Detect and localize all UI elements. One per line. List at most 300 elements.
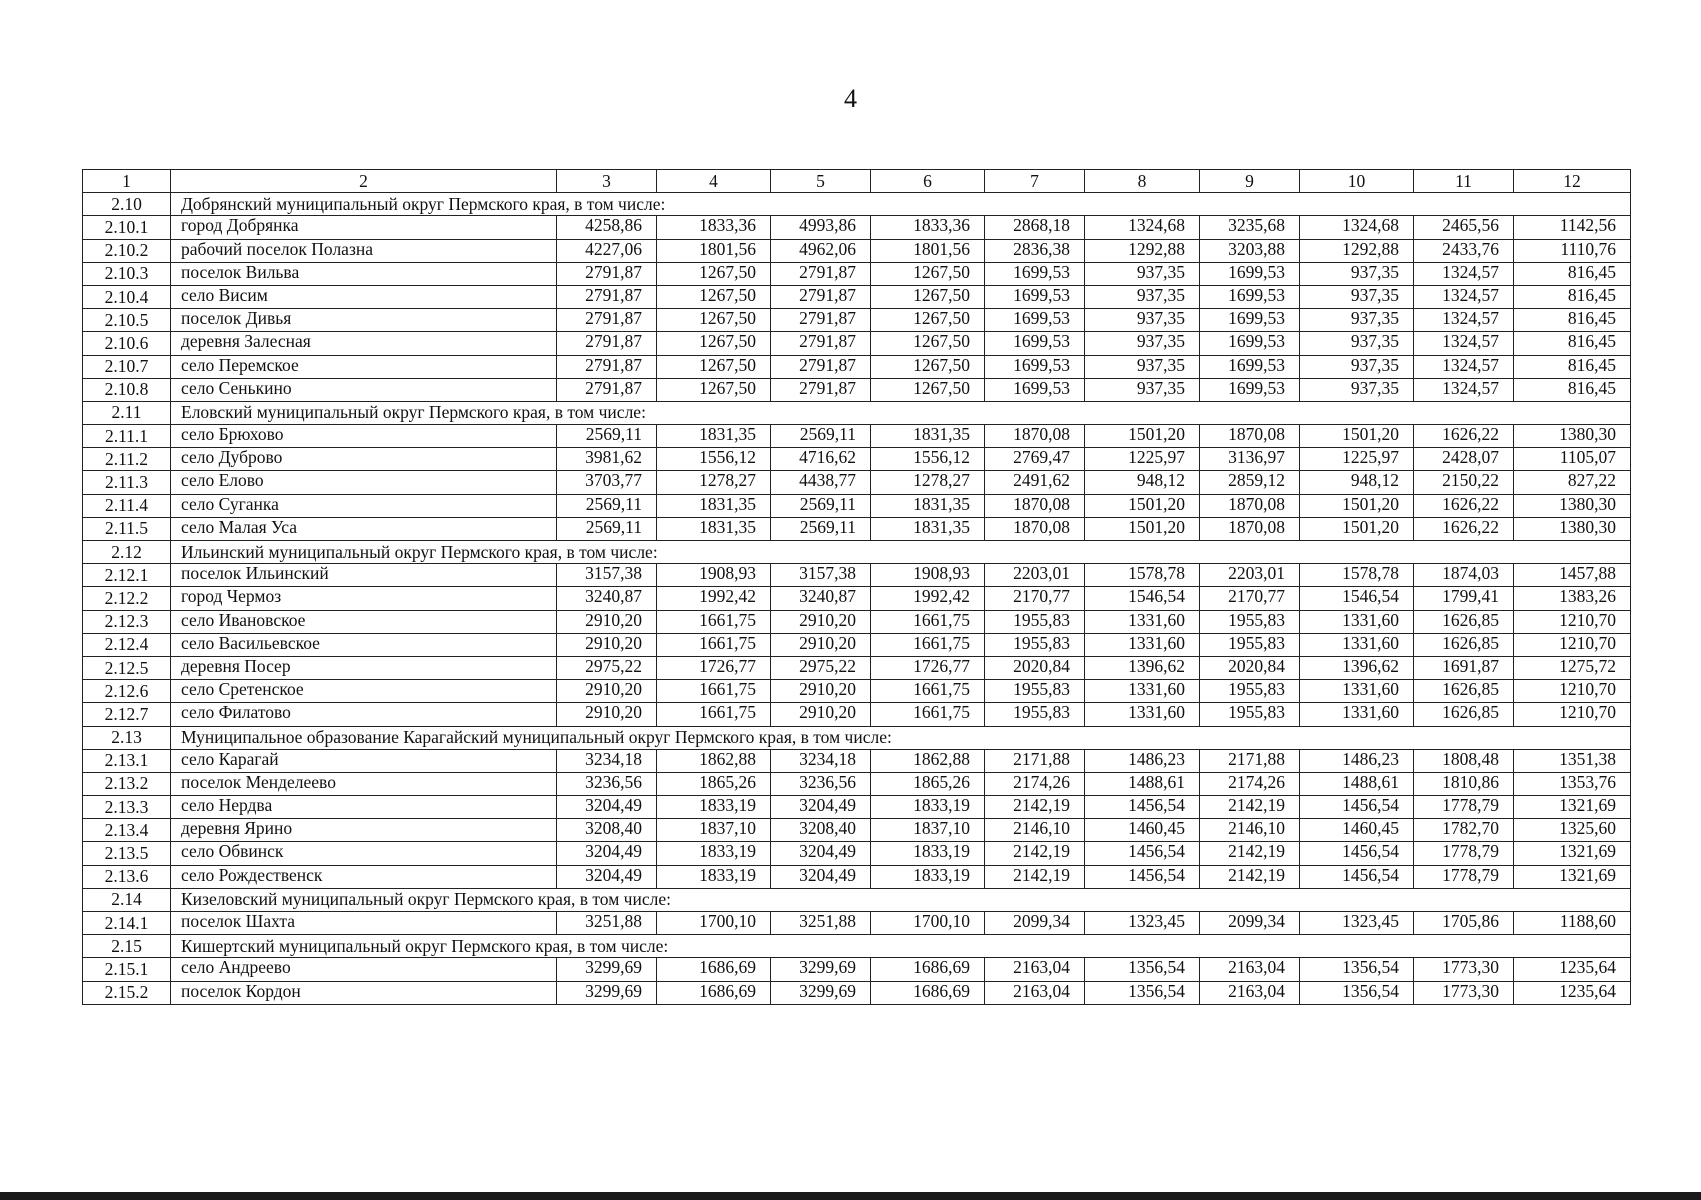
- value-cell: 2569,11: [557, 517, 657, 540]
- value-cell: 2910,20: [557, 703, 657, 726]
- column-header: 8: [1085, 170, 1200, 193]
- value-cell: 1356,54: [1085, 981, 1200, 1004]
- table-row: [83, 216, 1631, 239]
- value-cell: 1267,50: [657, 285, 771, 308]
- value-cell: 1955,83: [985, 680, 1085, 703]
- table-row: [83, 772, 1631, 795]
- value-cell: 3208,40: [771, 819, 871, 842]
- value-cell: 1110,76: [1514, 239, 1631, 262]
- value-cell: 1456,54: [1300, 796, 1414, 819]
- value-cell: 1267,50: [871, 309, 985, 332]
- value-cell: 1267,50: [871, 285, 985, 308]
- column-header: 3: [557, 170, 657, 193]
- value-cell: 1546,54: [1085, 587, 1200, 610]
- value-cell: 1833,19: [657, 796, 771, 819]
- value-cell: 1908,93: [871, 564, 985, 587]
- value-cell: 1142,56: [1514, 216, 1631, 239]
- value-cell: 1870,08: [985, 517, 1085, 540]
- value-cell: 2910,20: [557, 633, 657, 656]
- value-cell: 1626,22: [1414, 425, 1514, 448]
- value-cell: 1235,64: [1514, 958, 1631, 981]
- row-code: 2.14.1: [83, 912, 171, 935]
- value-cell: 816,45: [1514, 332, 1631, 355]
- value-cell: 2910,20: [771, 610, 871, 633]
- row-code: 2.13.1: [83, 749, 171, 772]
- table-row: [83, 355, 1631, 378]
- value-cell: 1955,83: [1200, 610, 1300, 633]
- value-cell: 1801,56: [657, 239, 771, 262]
- value-cell: 1324,57: [1414, 355, 1514, 378]
- value-cell: 1267,50: [871, 262, 985, 285]
- settlement-name: рабочий поселок Полазна: [171, 239, 557, 262]
- value-cell: 2791,87: [557, 262, 657, 285]
- value-cell: 2791,87: [557, 332, 657, 355]
- value-cell: 2910,20: [771, 633, 871, 656]
- value-cell: 1833,19: [871, 865, 985, 888]
- value-cell: 1267,50: [657, 332, 771, 355]
- value-cell: 937,35: [1300, 309, 1414, 332]
- value-cell: 1778,79: [1414, 796, 1514, 819]
- value-cell: 3251,88: [771, 912, 871, 935]
- value-cell: 1686,69: [871, 958, 985, 981]
- value-cell: 1661,75: [657, 633, 771, 656]
- value-cell: 1773,30: [1414, 958, 1514, 981]
- value-cell: 1267,50: [657, 309, 771, 332]
- value-cell: 1210,70: [1514, 610, 1631, 633]
- row-code: 2.12.3: [83, 610, 171, 633]
- settlement-name: село Малая Уса: [171, 517, 557, 540]
- value-cell: 2099,34: [1200, 912, 1300, 935]
- value-cell: 3251,88: [557, 912, 657, 935]
- value-cell: 1267,50: [657, 355, 771, 378]
- value-cell: 2569,11: [771, 517, 871, 540]
- row-code: 2.12.6: [83, 680, 171, 703]
- settlement-name: поселок Дивья: [171, 309, 557, 332]
- value-cell: 1831,35: [871, 517, 985, 540]
- table-row: [83, 517, 1631, 540]
- value-cell: 1801,56: [871, 239, 985, 262]
- value-cell: 937,35: [1085, 285, 1200, 308]
- value-cell: 1331,60: [1300, 680, 1414, 703]
- value-cell: 1626,85: [1414, 680, 1514, 703]
- value-cell: 3703,77: [557, 471, 657, 494]
- value-cell: 2203,01: [985, 564, 1085, 587]
- value-cell: 3208,40: [557, 819, 657, 842]
- value-cell: 4438,77: [771, 471, 871, 494]
- row-code: 2.12.7: [83, 703, 171, 726]
- value-cell: 2791,87: [771, 378, 871, 401]
- value-cell: 1210,70: [1514, 703, 1631, 726]
- value-cell: 1331,60: [1085, 680, 1200, 703]
- value-cell: 3240,87: [557, 587, 657, 610]
- value-cell: 1278,27: [657, 471, 771, 494]
- group-row: [83, 401, 1631, 424]
- table-row: [83, 633, 1631, 656]
- value-cell: 2146,10: [1200, 819, 1300, 842]
- column-header: 9: [1200, 170, 1300, 193]
- row-code: 2.12.1: [83, 564, 171, 587]
- row-code: 2.10.2: [83, 239, 171, 262]
- value-cell: 2142,19: [985, 842, 1085, 865]
- value-cell: 937,35: [1300, 285, 1414, 308]
- value-cell: 1578,78: [1085, 564, 1200, 587]
- value-cell: 1380,30: [1514, 517, 1631, 540]
- value-cell: 1626,85: [1414, 610, 1514, 633]
- table-row: [83, 703, 1631, 726]
- value-cell: 1626,22: [1414, 517, 1514, 540]
- row-code: 2.11.3: [83, 471, 171, 494]
- value-cell: 2791,87: [557, 355, 657, 378]
- value-cell: 2465,56: [1414, 216, 1514, 239]
- column-header: 4: [657, 170, 771, 193]
- value-cell: 2791,87: [771, 355, 871, 378]
- row-code: 2.10.5: [83, 309, 171, 332]
- value-cell: 1324,57: [1414, 309, 1514, 332]
- value-cell: 1705,86: [1414, 912, 1514, 935]
- settlement-name: село Дуброво: [171, 448, 557, 471]
- value-cell: 4962,06: [771, 239, 871, 262]
- value-cell: 1955,83: [1200, 703, 1300, 726]
- value-cell: 1488,61: [1300, 772, 1414, 795]
- value-cell: 1833,19: [871, 842, 985, 865]
- value-cell: 1324,57: [1414, 378, 1514, 401]
- value-cell: 4227,06: [557, 239, 657, 262]
- row-code: 2.11.1: [83, 425, 171, 448]
- value-cell: 1275,72: [1514, 656, 1631, 679]
- value-cell: 948,12: [1300, 471, 1414, 494]
- value-cell: 2569,11: [557, 425, 657, 448]
- value-cell: 1691,87: [1414, 656, 1514, 679]
- value-cell: 1331,60: [1085, 610, 1200, 633]
- value-cell: 1874,03: [1414, 564, 1514, 587]
- value-cell: 1810,86: [1414, 772, 1514, 795]
- table-row: [83, 448, 1631, 471]
- value-cell: 2163,04: [1200, 981, 1300, 1004]
- value-cell: 3236,56: [557, 772, 657, 795]
- value-cell: 2150,22: [1414, 471, 1514, 494]
- value-cell: 816,45: [1514, 262, 1631, 285]
- column-header: 12: [1514, 170, 1631, 193]
- value-cell: 1331,60: [1085, 703, 1200, 726]
- value-cell: 1225,97: [1085, 448, 1200, 471]
- table-row: [83, 494, 1631, 517]
- value-cell: 1661,75: [871, 610, 985, 633]
- group-title: Добрянский муниципальный округ Пермского края, в том числе:: [171, 193, 1631, 216]
- value-cell: 1661,75: [657, 680, 771, 703]
- value-cell: 2910,20: [557, 610, 657, 633]
- table-row: [83, 425, 1631, 448]
- value-cell: 2142,19: [1200, 796, 1300, 819]
- value-cell: 1992,42: [657, 587, 771, 610]
- value-cell: 2142,19: [1200, 865, 1300, 888]
- page-number: 4: [844, 84, 857, 113]
- table-row: [83, 471, 1631, 494]
- value-cell: 1699,53: [1200, 309, 1300, 332]
- value-cell: 1556,12: [657, 448, 771, 471]
- group-code: 2.15: [83, 935, 171, 958]
- row-code: 2.13.6: [83, 865, 171, 888]
- value-cell: 1486,23: [1300, 749, 1414, 772]
- value-cell: 1356,54: [1085, 958, 1200, 981]
- settlement-name: село Сенькино: [171, 378, 557, 401]
- table-row: [83, 332, 1631, 355]
- value-cell: 1267,50: [871, 332, 985, 355]
- value-cell: 1773,30: [1414, 981, 1514, 1004]
- value-cell: 1699,53: [985, 332, 1085, 355]
- value-cell: 2791,87: [771, 285, 871, 308]
- group-row: [83, 888, 1631, 911]
- value-cell: 1501,20: [1300, 494, 1414, 517]
- value-cell: 1456,54: [1300, 842, 1414, 865]
- row-code: 2.13.4: [83, 819, 171, 842]
- value-cell: 2791,87: [557, 285, 657, 308]
- value-cell: 1831,35: [871, 425, 985, 448]
- value-cell: 937,35: [1085, 332, 1200, 355]
- value-cell: 1699,53: [1200, 355, 1300, 378]
- value-cell: 1833,19: [657, 865, 771, 888]
- value-cell: 1699,53: [985, 285, 1085, 308]
- settlement-name: деревня Ярино: [171, 819, 557, 842]
- value-cell: 1501,20: [1300, 517, 1414, 540]
- value-cell: 816,45: [1514, 355, 1631, 378]
- value-cell: 1955,83: [1200, 633, 1300, 656]
- value-cell: 1837,10: [657, 819, 771, 842]
- value-cell: 1267,50: [657, 378, 771, 401]
- value-cell: 2142,19: [985, 865, 1085, 888]
- settlement-name: село Обвинск: [171, 842, 557, 865]
- group-title: Ильинский муниципальный округ Пермского края, в том числе:: [171, 541, 1631, 564]
- value-cell: 937,35: [1085, 309, 1200, 332]
- value-cell: 1955,83: [1200, 680, 1300, 703]
- settlement-name: поселок Вильва: [171, 262, 557, 285]
- table-row: [83, 958, 1631, 981]
- value-cell: 1862,88: [657, 749, 771, 772]
- value-cell: 1331,60: [1300, 633, 1414, 656]
- column-header: 11: [1414, 170, 1514, 193]
- group-code: 2.13: [83, 726, 171, 749]
- row-code: 2.12.4: [83, 633, 171, 656]
- value-cell: 1726,77: [657, 656, 771, 679]
- settlement-name: село Карагай: [171, 749, 557, 772]
- value-cell: 1210,70: [1514, 680, 1631, 703]
- value-cell: 3204,49: [771, 842, 871, 865]
- settlement-name: город Добрянка: [171, 216, 557, 239]
- value-cell: 1578,78: [1300, 564, 1414, 587]
- value-cell: 1837,10: [871, 819, 985, 842]
- value-cell: 1865,26: [871, 772, 985, 795]
- column-header: 7: [985, 170, 1085, 193]
- table-row: [83, 865, 1631, 888]
- value-cell: 1501,20: [1085, 494, 1200, 517]
- value-cell: 1831,35: [657, 425, 771, 448]
- settlement-name: город Чермоз: [171, 587, 557, 610]
- group-title: Еловский муниципальный округ Пермского края, в том числе:: [171, 401, 1631, 424]
- value-cell: 1546,54: [1300, 587, 1414, 610]
- column-number-row: [83, 170, 1631, 193]
- value-cell: 3240,87: [771, 587, 871, 610]
- value-cell: 1955,83: [985, 633, 1085, 656]
- value-cell: 1210,70: [1514, 633, 1631, 656]
- table-row: [83, 680, 1631, 703]
- value-cell: 1456,54: [1085, 865, 1200, 888]
- value-cell: 1833,36: [871, 216, 985, 239]
- value-cell: 937,35: [1085, 262, 1200, 285]
- value-cell: 1955,83: [985, 703, 1085, 726]
- value-cell: 1323,45: [1300, 912, 1414, 935]
- value-cell: 816,45: [1514, 309, 1631, 332]
- value-cell: 2174,26: [1200, 772, 1300, 795]
- value-cell: 2975,22: [771, 656, 871, 679]
- row-code: 2.10.6: [83, 332, 171, 355]
- row-code: 2.10.1: [83, 216, 171, 239]
- value-cell: 1556,12: [871, 448, 985, 471]
- group-title: Кишертский муниципальный округ Пермского края, в том числе:: [171, 935, 1631, 958]
- value-cell: 2146,10: [985, 819, 1085, 842]
- value-cell: 2142,19: [985, 796, 1085, 819]
- column-header: 2: [171, 170, 557, 193]
- value-cell: 1324,57: [1414, 285, 1514, 308]
- value-cell: 2433,76: [1414, 239, 1514, 262]
- value-cell: 937,35: [1085, 355, 1200, 378]
- value-cell: 1396,62: [1300, 656, 1414, 679]
- table-row: [83, 378, 1631, 401]
- value-cell: 937,35: [1300, 332, 1414, 355]
- value-cell: 1661,75: [657, 703, 771, 726]
- value-cell: 3234,18: [557, 749, 657, 772]
- settlement-name: село Андреево: [171, 958, 557, 981]
- value-cell: 2569,11: [771, 425, 871, 448]
- value-cell: 827,22: [1514, 471, 1631, 494]
- row-code: 2.15.2: [83, 981, 171, 1004]
- value-cell: 1278,27: [871, 471, 985, 494]
- value-cell: 1292,88: [1085, 239, 1200, 262]
- row-code: 2.11.4: [83, 494, 171, 517]
- settlement-name: село Перемское: [171, 355, 557, 378]
- value-cell: 1661,75: [871, 680, 985, 703]
- value-cell: 1699,53: [985, 378, 1085, 401]
- value-cell: 1460,45: [1085, 819, 1200, 842]
- table-row: [83, 842, 1631, 865]
- value-cell: 1321,69: [1514, 796, 1631, 819]
- value-cell: 2769,47: [985, 448, 1085, 471]
- group-title: Муниципальное образование Карагайский муниципальный округ Пермского края, в том числе:: [171, 726, 1631, 749]
- settlement-name: село Рождественск: [171, 865, 557, 888]
- value-cell: 1870,08: [1200, 517, 1300, 540]
- value-cell: 3234,18: [771, 749, 871, 772]
- value-cell: 2020,84: [985, 656, 1085, 679]
- value-cell: 2170,77: [985, 587, 1085, 610]
- value-cell: 1188,60: [1514, 912, 1631, 935]
- value-cell: 3136,97: [1200, 448, 1300, 471]
- value-cell: 1380,30: [1514, 494, 1631, 517]
- column-header: 10: [1300, 170, 1414, 193]
- value-cell: 1700,10: [871, 912, 985, 935]
- group-code: 2.10: [83, 193, 171, 216]
- value-cell: 1324,68: [1300, 216, 1414, 239]
- value-cell: 3981,62: [557, 448, 657, 471]
- value-cell: 4258,86: [557, 216, 657, 239]
- table-row: [83, 819, 1631, 842]
- value-cell: 3236,56: [771, 772, 871, 795]
- value-cell: 2491,62: [985, 471, 1085, 494]
- settlement-name: село Филатово: [171, 703, 557, 726]
- settlement-name: село Ивановское: [171, 610, 557, 633]
- group-row: [83, 726, 1631, 749]
- value-cell: 2171,88: [1200, 749, 1300, 772]
- value-cell: 1865,26: [657, 772, 771, 795]
- value-cell: 1324,68: [1085, 216, 1200, 239]
- value-cell: 937,35: [1300, 378, 1414, 401]
- value-cell: 1292,88: [1300, 239, 1414, 262]
- table-row: [83, 656, 1631, 679]
- value-cell: 3299,69: [557, 958, 657, 981]
- value-cell: 1501,20: [1300, 425, 1414, 448]
- value-cell: 816,45: [1514, 378, 1631, 401]
- value-cell: 816,45: [1514, 285, 1631, 308]
- value-cell: 2142,19: [1200, 842, 1300, 865]
- value-cell: 2163,04: [985, 981, 1085, 1004]
- value-cell: 1267,50: [871, 378, 985, 401]
- column-header: 1: [83, 170, 171, 193]
- column-header: 5: [771, 170, 871, 193]
- value-cell: 2163,04: [985, 958, 1085, 981]
- settlement-name: село Сретенское: [171, 680, 557, 703]
- tariff-table: [82, 169, 1631, 1005]
- value-cell: 1331,60: [1300, 610, 1414, 633]
- value-cell: 1325,60: [1514, 819, 1631, 842]
- row-code: 2.10.4: [83, 285, 171, 308]
- value-cell: 1661,75: [657, 610, 771, 633]
- group-code: 2.12: [83, 541, 171, 564]
- value-cell: 2428,07: [1414, 448, 1514, 471]
- value-cell: 1686,69: [657, 981, 771, 1004]
- value-cell: 1267,50: [871, 355, 985, 378]
- settlement-name: село Висим: [171, 285, 557, 308]
- value-cell: 2174,26: [985, 772, 1085, 795]
- value-cell: 1321,69: [1514, 842, 1631, 865]
- value-cell: 1351,38: [1514, 749, 1631, 772]
- value-cell: 1356,54: [1300, 981, 1414, 1004]
- table-row: [83, 912, 1631, 935]
- row-code: 2.11.2: [83, 448, 171, 471]
- value-cell: 3204,49: [771, 865, 871, 888]
- value-cell: 1699,53: [1200, 378, 1300, 401]
- value-cell: 1699,53: [1200, 262, 1300, 285]
- value-cell: 1833,36: [657, 216, 771, 239]
- value-cell: 1699,53: [985, 355, 1085, 378]
- group-row: [83, 193, 1631, 216]
- value-cell: 1699,53: [985, 309, 1085, 332]
- value-cell: 1353,76: [1514, 772, 1631, 795]
- value-cell: 2099,34: [985, 912, 1085, 935]
- value-cell: 1235,64: [1514, 981, 1631, 1004]
- value-cell: 1331,60: [1085, 633, 1200, 656]
- value-cell: 1831,35: [871, 494, 985, 517]
- value-cell: 1699,53: [1200, 285, 1300, 308]
- row-code: 2.15.1: [83, 958, 171, 981]
- value-cell: 1396,62: [1085, 656, 1200, 679]
- value-cell: 3204,49: [557, 796, 657, 819]
- value-cell: 1321,69: [1514, 865, 1631, 888]
- value-cell: 1323,45: [1085, 912, 1200, 935]
- value-cell: 937,35: [1085, 378, 1200, 401]
- row-code: 2.10.7: [83, 355, 171, 378]
- table-row: [83, 749, 1631, 772]
- value-cell: 1700,10: [657, 912, 771, 935]
- group-code: 2.11: [83, 401, 171, 424]
- value-cell: 2791,87: [771, 332, 871, 355]
- value-cell: 1661,75: [871, 633, 985, 656]
